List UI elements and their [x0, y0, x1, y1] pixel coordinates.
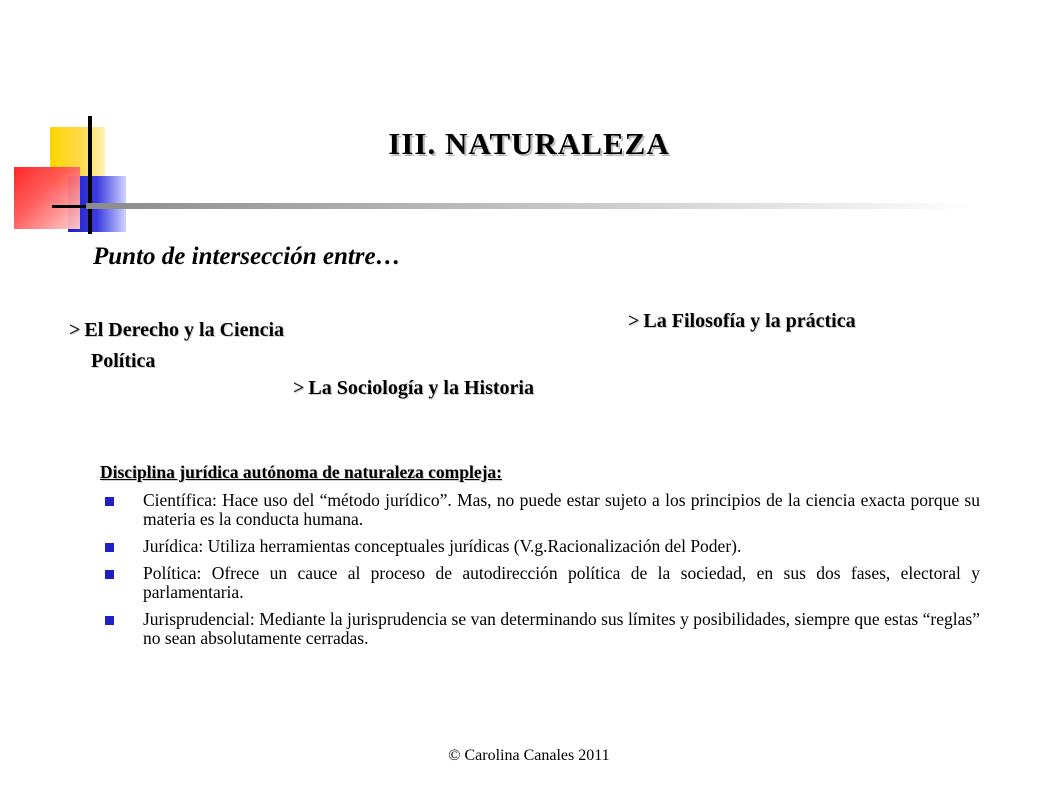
- marker-arrow: >: [69, 319, 81, 341]
- discipline-heading: Disciplina jurídica autónoma de naturaleza compleja:: [100, 462, 502, 482]
- marker-arrow: >: [628, 310, 640, 332]
- list-item: [100, 564, 980, 602]
- intersection-filosofia-practica: [628, 306, 856, 337]
- square-bullet-icon: [105, 570, 114, 579]
- discipline-bullet-list: [100, 491, 980, 648]
- intersection-sociologia-historia: [293, 373, 534, 404]
- list-item: [100, 491, 980, 529]
- intersection-text: La Filosofía y la práctica: [643, 310, 856, 332]
- slide-title: III. NATURALEZA: [388, 126, 670, 161]
- intersection-text: El Derecho y la Ciencia: [84, 319, 285, 341]
- logo-red-square: [14, 167, 80, 229]
- bullet-text: Científica: Hace uso del “método jurídico”. Mas, no puede estar sujeto a los principios de la ciencia exacta porque su materia es la conducta humana.: [143, 490, 980, 529]
- list-item: [100, 537, 980, 556]
- square-bullet-icon: [105, 543, 114, 552]
- title-rule-divider: [86, 203, 976, 209]
- bullet-text: Jurídica: Utiliza herramientas conceptuales jurídicas (V.g.Racionalización del Poder).: [143, 536, 742, 556]
- square-bullet-icon: [105, 616, 114, 625]
- bullet-text: Jurisprudencial: Mediante la jurisprudencia se van determinando sus límites y posibilidades, siempre que estas “reglas” no sean absolutamente cerradas.: [143, 609, 980, 648]
- intersection-derecho-ciencia-politica: [69, 315, 284, 377]
- list-item: [100, 610, 980, 648]
- discipline-section: [100, 462, 980, 656]
- slide-subtitle: Punto de intersección entre…: [93, 243, 401, 270]
- intersection-text-continued: Política: [91, 350, 156, 372]
- intersection-text: La Sociología y la Historia: [308, 377, 534, 399]
- copyright-footer: © Carolina Canales 2011: [448, 747, 610, 764]
- marker-arrow: >: [293, 377, 305, 399]
- square-bullet-icon: [105, 497, 114, 506]
- bullet-text: Política: Ofrece un cauce al proceso de autodirección política de la sociedad, en sus dos fases, electoral y parlamentaria.: [143, 563, 980, 602]
